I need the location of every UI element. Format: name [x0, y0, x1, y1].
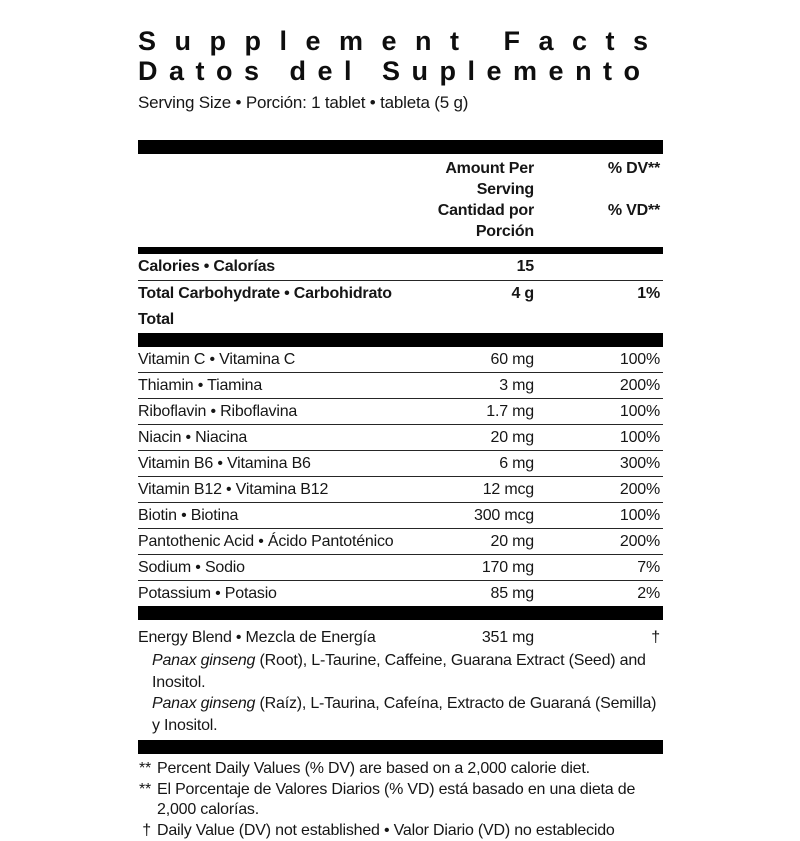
blend-ingredient-scientific-name: Panax ginseng: [152, 695, 255, 712]
footnote-marker: **: [133, 759, 157, 780]
percent-dv-header: % DV**: [534, 158, 663, 179]
calories-row: [138, 254, 663, 281]
nutrient-label: Vitamin B6 • Vitamina B6: [138, 451, 414, 476]
nutrient-label: Vitamin B12 • Vitamina B12: [138, 477, 414, 502]
table-row-vitamin-b6: [138, 451, 663, 477]
blend-ingredient-list: (Raíz), L-Taurina, Cafeína, Extracto de Guaraná (Semilla) y Inositol.: [152, 695, 656, 734]
cantidad-por-porcion-header: Cantidad por Porción: [414, 200, 534, 242]
footnotes: [133, 759, 663, 841]
footnote-dv-en: [133, 759, 663, 780]
nutrient-label: Niacin • Niacina: [138, 425, 414, 450]
nutrient-label: Potassium • Potasio: [138, 581, 414, 606]
nutrient-amount: 60 mg: [414, 347, 534, 372]
supplement-facts-panel: [138, 0, 663, 841]
nutrient-amount: 3 mg: [414, 373, 534, 398]
blend-label: Energy Blend • Mezcla de Energía: [138, 625, 414, 650]
footnote-dagger: [133, 821, 663, 841]
blend-ingredient-list: (Root), L-Taurine, Caffeine, Guarana Extract (Seed) and Inositol.: [152, 652, 646, 691]
nutrient-dv: 100%: [534, 399, 663, 424]
footnote-text: Daily Value (DV) not established • Valor Diario (VD) no establecido: [157, 821, 663, 841]
blend-dv-dagger: †: [534, 625, 663, 650]
panel-title-en: Supplement Facts: [138, 26, 663, 56]
blend-amount: 351 mg: [414, 625, 534, 650]
nutrient-amount: 6 mg: [414, 451, 534, 476]
table-row-pantothenic-acid: [138, 529, 663, 555]
footnote-marker: **: [133, 780, 157, 821]
blend-ingredients-en: [138, 650, 663, 693]
nutrient-label: Total Carbohydrate • Carbohidrato Total: [138, 281, 414, 333]
divider-bar-macros: [138, 333, 663, 347]
serving-size-line: Serving Size • Porción: 1 tablet • tableta (5 g): [138, 93, 663, 113]
table-row-potassium: [138, 581, 663, 606]
nutrient-dv: 1%: [534, 281, 663, 307]
blend-ingredients-es: [138, 693, 663, 736]
divider-bar-footer: [138, 740, 663, 754]
nutrient-amount: 4 g: [414, 281, 534, 307]
divider-bar-top: [138, 140, 663, 154]
column-header: [138, 154, 663, 247]
panel-title-es: Datos del Suplemento: [138, 56, 663, 86]
nutrient-dv: 7%: [534, 555, 663, 580]
table-row-biotin: [138, 503, 663, 529]
nutrient-amount: 170 mg: [414, 555, 534, 580]
table-row-sodium: [138, 555, 663, 581]
nutrient-dv: 100%: [534, 347, 663, 372]
total-carbohydrate-row: [138, 281, 663, 333]
nutrient-label: Thiamin • Tiamina: [138, 373, 414, 398]
column-header-row-es: [138, 200, 663, 242]
nutrient-label: Calories • Calorías: [138, 254, 414, 280]
nutrient-dv: 200%: [534, 529, 663, 554]
footnote-dv-es: [133, 780, 663, 821]
nutrient-label: Vitamin C • Vitamina C: [138, 347, 414, 372]
footnote-text: El Porcentaje de Valores Diarios (% VD) está basado en una dieta de 2,000 calorías.: [157, 780, 663, 821]
table-row-thiamin: [138, 373, 663, 399]
nutrient-amount: 15: [414, 254, 534, 280]
nutrient-label: Pantothenic Acid • Ácido Pantoténico: [138, 529, 414, 554]
table-row-vitamin-b12: [138, 477, 663, 503]
nutrient-label: Biotin • Biotina: [138, 503, 414, 528]
table-row-riboflavin: [138, 399, 663, 425]
percent-vd-header: % VD**: [534, 200, 663, 221]
table-row-niacin: [138, 425, 663, 451]
nutrient-dv: 100%: [534, 503, 663, 528]
nutrient-dv: 200%: [534, 477, 663, 502]
nutrient-amount: 12 mcg: [414, 477, 534, 502]
blend-ingredient-scientific-name: Panax ginseng: [152, 652, 255, 669]
divider-bar-nutrients: [138, 606, 663, 620]
nutrient-amount: 20 mg: [414, 529, 534, 554]
table-row-vitamin-c: [138, 347, 663, 373]
amount-per-serving-header: Amount Per Serving: [414, 158, 534, 200]
energy-blend-row: [138, 625, 663, 650]
nutrient-label: Riboflavin • Riboflavina: [138, 399, 414, 424]
nutrient-dv: 200%: [534, 373, 663, 398]
nutrient-amount: 1.7 mg: [414, 399, 534, 424]
footnote-text: Percent Daily Values (% DV) are based on a 2,000 calorie diet.: [157, 759, 663, 780]
nutrient-amount: 20 mg: [414, 425, 534, 450]
nutrient-dv: 100%: [534, 425, 663, 450]
nutrient-amount: 85 mg: [414, 581, 534, 606]
nutrient-dv: 2%: [534, 581, 663, 606]
nutrient-label: Sodium • Sodio: [138, 555, 414, 580]
nutrient-amount: 300 mcg: [414, 503, 534, 528]
column-header-row-en: [138, 158, 663, 200]
footnote-marker: †: [133, 821, 157, 841]
divider-bar-header: [138, 247, 663, 254]
nutrient-dv: 300%: [534, 451, 663, 476]
